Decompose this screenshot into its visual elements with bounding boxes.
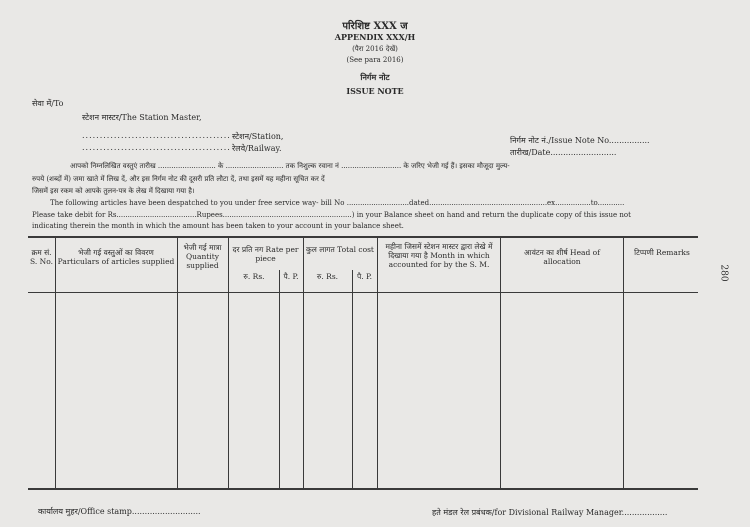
to-label: सेवा में/To <box>32 99 64 108</box>
appendix-title-hindi: परिशिष्ट XXX ज <box>342 21 408 32</box>
col-total-p: पै. P. <box>357 272 372 281</box>
col-total: कुल लागत Total cost <box>306 245 374 254</box>
office-stamp: कार्यालय मुहर/Office stamp........................... <box>38 507 201 516</box>
col-rate-p: पै. P. <box>283 272 299 281</box>
note-title-hindi: निर्गम नोट <box>360 72 390 82</box>
col-remarks: टिप्पणी Remarks <box>634 248 690 257</box>
header-separator <box>28 292 698 293</box>
railway-dots: .......................................... <box>82 143 231 152</box>
issue-note-number: निर्गम नोट नं./Issue Note No................ <box>510 136 650 145</box>
station-label: स्टेशन/Station, <box>232 132 284 141</box>
paragraph-hindi-line-1: आपको निम्नलिखित वस्तुएं तारीख .......................... के .......................... तक निशुल्क रवाना नं ........................... के जरिए भेजी गई हैं। इसका मौजूदा मुल्य- <box>70 162 510 170</box>
paragraph-hindi-line-2: रुपये (शब्दों में) जमा खाते में लिख दें, और इस निर्गम नोट की दूसरी प्रति लौटा दें, तथा इसमें यह महीना सूचित कर दें <box>32 175 325 183</box>
table-bottom-border <box>28 488 698 490</box>
col-particulars: भेजी गई वस्तुओं का विवरण Particulars of articles supplied <box>57 248 175 266</box>
signature-line: हते मंडल रेल प्रबंधक/for Divisional Railway Manager.................. <box>432 508 668 517</box>
col-head-of-allocation: आवंटन का शीर्ष Head of allocation <box>524 248 600 266</box>
railway-label: रेलवे/Railway. <box>232 144 282 153</box>
col-month: महीना जिसमें स्टेशन मास्टर द्वारा लेखे में दिखाया गया है Month in which accounted for by the S. M. <box>385 242 493 269</box>
paragraph-english-line-2: Please take debit for Rs....................................Rupees..........................................................) in your Balance sheet on hand and return the duplicate copy of this issue not <box>32 211 631 219</box>
col-rate-rs: रु. Rs. <box>243 272 265 281</box>
appendix-title-english: APPENDIX XXX/H <box>334 32 416 42</box>
paragraph-english-line-3: indicating therein the month in which the amount has been taken to your account in your balance sheet. <box>32 222 404 230</box>
para-reference-hindi: (पैरा 2016 देखें) <box>352 45 398 53</box>
col-sno: क्रम सं. S. No. <box>30 248 53 266</box>
paragraph-english-line-1: The following articles have been despatched to you under free service way- bill No ............................dated.....................................................ex................to............ <box>50 199 625 207</box>
paragraph-hindi-line-3: जिसमें इस रकम को आपके तुलन-पत्र के लेख में दिखाया गया है। <box>32 187 195 195</box>
issue-date: तारीख/Date.......................... <box>510 148 617 157</box>
table-top-border <box>28 236 698 238</box>
note-title-english: ISSUE NOTE <box>346 86 404 96</box>
col-rate: दर प्रति नग Rate per piece <box>232 245 299 263</box>
station-master-label: स्टेशन मास्टर/The Station Master, <box>82 113 202 122</box>
station-dots: .......................................... <box>82 131 231 140</box>
para-reference-english: (See para 2016) <box>346 56 404 64</box>
col-total-rs: रु. Rs. <box>316 272 339 281</box>
page-number: 280 <box>718 264 729 282</box>
col-quantity: भेजी गई मात्रा Quantity supplied <box>183 243 222 270</box>
